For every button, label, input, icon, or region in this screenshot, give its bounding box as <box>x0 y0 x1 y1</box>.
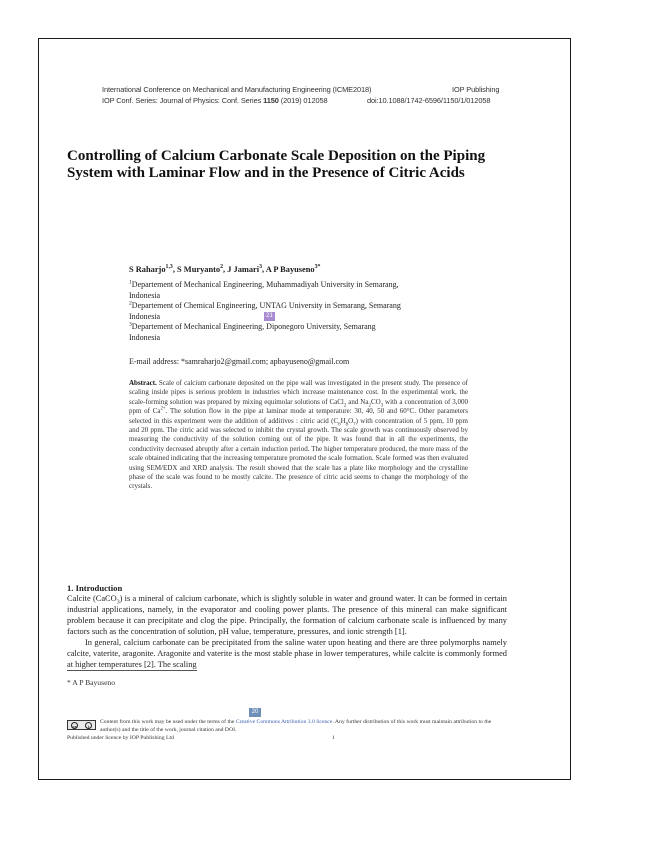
paragraph: Calcite (CaCO$_3$) is a mineral of calcium carbonate, which is slightly soluble in water and ground water. It can be formed in certain industrial applications, namely, in the evaporator and cooling power plants. The presence of this mineral can make significant problem because it can precipitate and clog the pipe. Principally, the formation of calcium carbonate scale is influenced by many factors such as the concentration of solution, pH value, temperature, pressures, and ionic strength [1]. <box>67 594 507 636</box>
paper-title: Controlling of Calcium Carbonate Scale Deposition on the Piping System with Laminar Flow and in the Presence of Citric Acids <box>67 148 486 181</box>
series-prefix: IOP Conf. Series: Journal of Physics: Conf. Series <box>102 96 264 105</box>
author-list: S Raharjo$^{1,3}$, S Muryanto$^2$, J Jamari$^3$, A P Bayuseno$^{3*}$ <box>129 264 321 274</box>
email-address: E-mail address: *samraharjo2@gmail.com; apbayuseno@gmail.com <box>129 357 350 366</box>
affiliation-1: $^1$Departement of Mechanical Engineering, Muhammadiyah University in Semarang, Indonesia <box>129 279 399 300</box>
series-volume: 1150 <box>263 96 279 105</box>
series-citation <box>102 96 328 105</box>
page-marker-badge: 20 <box>249 708 261 717</box>
introduction-body <box>67 593 507 670</box>
footnote-rule <box>67 670 197 671</box>
abstract: Abstract. Scale of calcium carbonate deposited on the pipe wall was investigated in the present study. The presence of scaling inside pipes is serious problem in industries which increase maintenance cost. In the experimental work, the scale-forming solution was prepared by mixing equimolar solutions of CaCl$_2$ and $Na_2CO_3$ with a concentration of 3,000 ppm of $Ca^{2+}$. The solution flow in the pipe at laminar mode at temperature: 30, 40, 50 and 60°C. Other parameters selected in this experiment were the addition of additives : citric acid $(C_6H_8O_7)$ with concentration of 5 ppm, 10 ppm and 20 ppm. The citric acid was selected to inhibit the crystal growth. The scale growth was continuously observed by measuring the conductivity of the solution coming out of the pipe. It was found that in all the experiments, the conductivity decreased abruptly after a certain induction period. The higher temperature produced, the more mass of the scale obtained indicating that the increasing temperature promoted the scale formation. Scale formed was then evaluated using SEM/EDX and XRD analysis. The result showed that the scale has a plate like morphology and the crystalline phase of the scale was found to be mostly calcite. The presence of citric acid seems to change the morphology of the crystals. <box>129 379 468 491</box>
cc-license-icon <box>67 720 96 730</box>
license-text <box>100 719 510 734</box>
license-link[interactable]: Creative Commons Attribution 3.0 licence <box>235 719 333 725</box>
conference-name: International Conference on Mechanical and Manufacturing Engineering (ICME2018) <box>102 85 372 94</box>
license-text-after: . Any further distribution of this work must maintain attribution to the author(s) and the title of the work, journal citation and DOI. <box>100 719 492 733</box>
paragraph: In general, calcium carbonate can be precipitated from the saline water upon heating and there are three polymorphs namely calcite, vaterite, aragonite. Aragonite and vaterite is the most stable phase in lower temperatures, while calcite is commonly formed at higher temperatures [2]. The scaling <box>67 638 507 669</box>
side-marker-badge: 21 <box>264 312 275 321</box>
by-attribution-icon: i <box>85 722 92 729</box>
affiliation-2: $^2$Departement of Chemical Engineering, UNTAG University in Semarang, Semarang Indonesia <box>129 300 401 321</box>
license-text-before: Content from this work may be used under the terms of the <box>100 719 236 725</box>
page-number: 1 <box>332 735 335 741</box>
cc-logo-icon: cc <box>72 723 77 729</box>
series-suffix: (2019) 012058 <box>278 96 328 105</box>
doi[interactable]: doi:10.1088/1742-6596/1150/1/012058 <box>367 96 491 105</box>
publisher-name: IOP Publishing <box>452 85 500 94</box>
section-heading: 1. Introduction <box>67 583 123 593</box>
abstract-label: Abstract. <box>129 379 157 387</box>
affiliation-3: $^3$Departement of Mechanical Engineering, Diponegoro University, Semarang Indonesia <box>129 321 376 342</box>
footnote: * A P Bayuseno <box>67 678 116 687</box>
publisher-line: Published under licence by IOP Publishing Ltd <box>67 735 174 741</box>
